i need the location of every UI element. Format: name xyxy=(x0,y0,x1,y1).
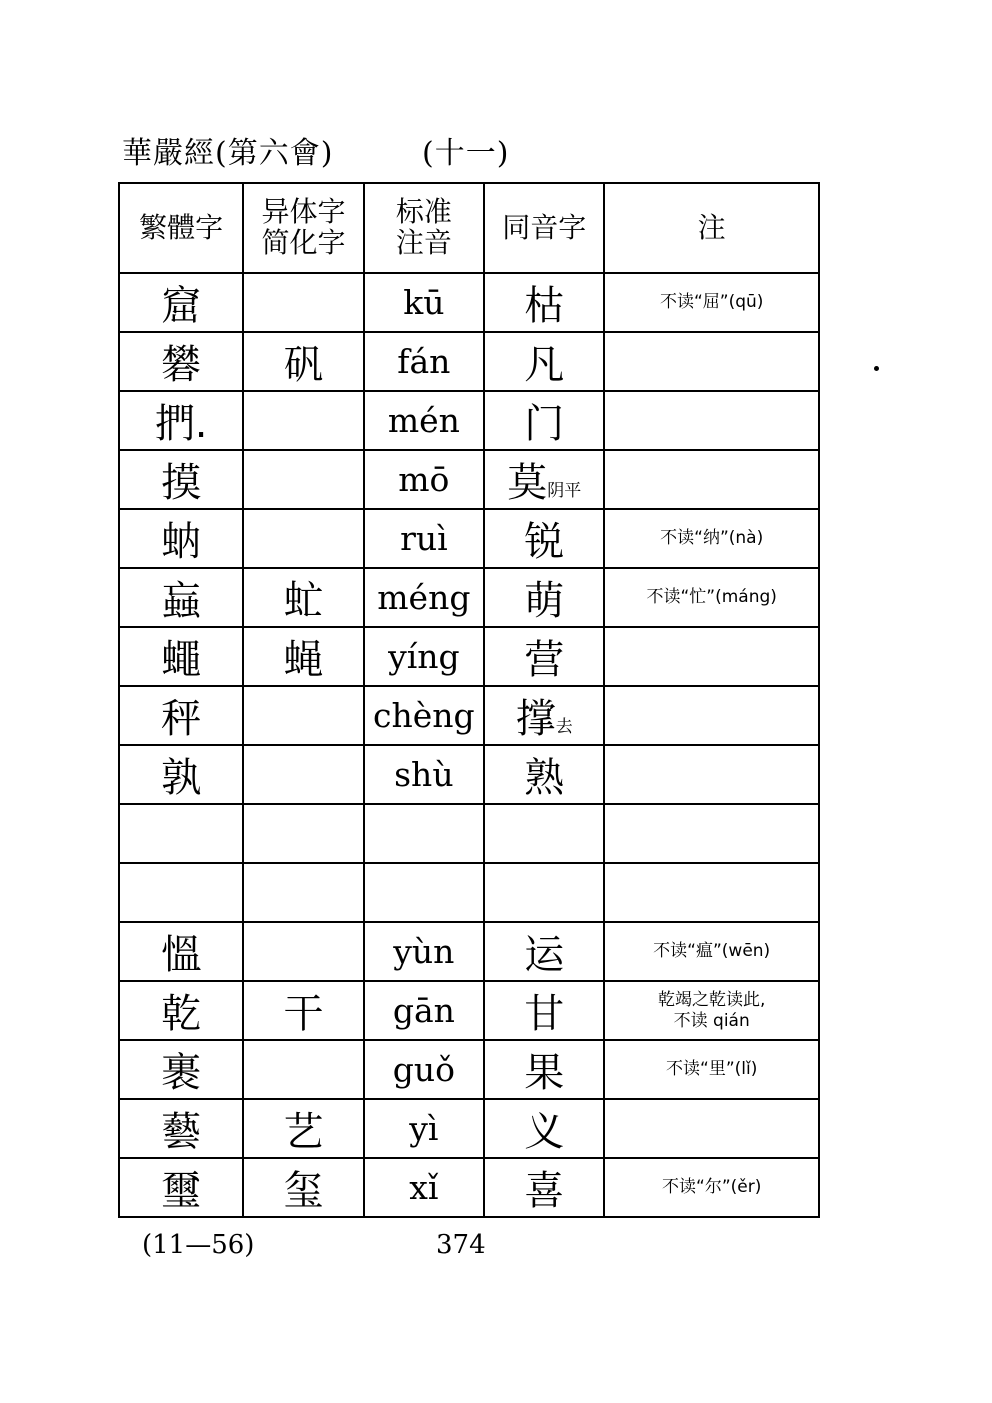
pinyin-cell: chèng xyxy=(364,686,484,745)
sutra-title: 華嚴經(第六會) xyxy=(122,136,334,171)
note-cell xyxy=(604,450,819,509)
homophone-char: 喜 xyxy=(524,1168,565,1214)
note-cell xyxy=(604,863,819,922)
note-cell: 不读“里”(lǐ) xyxy=(604,1040,819,1099)
homophone-char: 义 xyxy=(524,1109,565,1155)
pinyin-cell: fán xyxy=(364,332,484,391)
traditional-char-cell: 秤 xyxy=(119,686,243,745)
header-traditional: 繁體字 xyxy=(119,183,243,273)
homophone-cell xyxy=(484,863,604,922)
note-cell xyxy=(604,745,819,804)
homophone-cell xyxy=(484,981,604,1040)
variant-char-cell xyxy=(243,804,363,863)
pronunciation-table xyxy=(118,182,820,1218)
table-row xyxy=(119,332,819,391)
variant-char-cell xyxy=(243,686,363,745)
homophone-char: 锐 xyxy=(524,519,565,565)
homophone-char: 营 xyxy=(524,637,565,683)
note-cell: 不读“尔”(ěr) xyxy=(604,1158,819,1217)
variant-char-cell xyxy=(243,863,363,922)
header-variant: 异体字 简化字 xyxy=(243,183,363,273)
variant-char-cell xyxy=(243,450,363,509)
tone-label: 阴平 xyxy=(547,481,582,501)
table-row xyxy=(119,391,819,450)
note-cell: 不读“屈”(qū) xyxy=(604,273,819,332)
homophone-char: 熟 xyxy=(524,755,565,801)
pinyin-cell: yì xyxy=(364,1099,484,1158)
table-row xyxy=(119,981,819,1040)
traditional-char-cell: 乾 xyxy=(119,981,243,1040)
homophone-cell xyxy=(484,1158,604,1217)
table-row xyxy=(119,273,819,332)
pinyin-cell: méng xyxy=(364,568,484,627)
section-number: (十一) xyxy=(422,136,510,171)
note-cell xyxy=(604,686,819,745)
pinyin-cell: yùn xyxy=(364,922,484,981)
note-cell: 不读“忙”(máng) xyxy=(604,568,819,627)
volume-code: (11—56) xyxy=(142,1230,255,1260)
page-number: 374 xyxy=(436,1230,486,1260)
tone-label: 去 xyxy=(555,717,573,737)
traditional-char-cell: 蠅 xyxy=(119,627,243,686)
note-cell xyxy=(604,391,819,450)
homophone-char: 莫 xyxy=(507,460,548,506)
note-cell xyxy=(604,627,819,686)
ink-speck xyxy=(874,366,879,371)
note-cell: 乾竭之乾读此, 不读 qián xyxy=(604,981,819,1040)
header-homophone: 同音字 xyxy=(484,183,604,273)
traditional-char-cell: 蚋 xyxy=(119,509,243,568)
pinyin-cell xyxy=(364,863,484,922)
variant-char-cell xyxy=(243,391,363,450)
homophone-cell xyxy=(484,1040,604,1099)
traditional-char-cell: 窟 xyxy=(119,273,243,332)
traditional-char-cell: 藝 xyxy=(119,1099,243,1158)
homophone-char: 撑 xyxy=(515,696,556,742)
pinyin-cell xyxy=(364,804,484,863)
table-row xyxy=(119,745,819,804)
homophone-cell xyxy=(484,745,604,804)
pinyin-cell: mō xyxy=(364,450,484,509)
homophone-cell xyxy=(484,332,604,391)
table-row xyxy=(119,450,819,509)
table-row xyxy=(119,627,819,686)
pinyin-cell: yíng xyxy=(364,627,484,686)
homophone-cell xyxy=(484,922,604,981)
table-header-row xyxy=(119,183,819,273)
homophone-char: 门 xyxy=(524,401,565,447)
homophone-char: 甘 xyxy=(524,991,565,1037)
table-row xyxy=(119,804,819,863)
homophone-cell xyxy=(484,804,604,863)
homophone-cell xyxy=(484,391,604,450)
homophone-cell xyxy=(484,568,604,627)
page-title xyxy=(122,128,510,172)
variant-char-cell: 蝇 xyxy=(243,627,363,686)
homophone-char: 枯 xyxy=(524,283,565,329)
traditional-char-cell: 璽 xyxy=(119,1158,243,1217)
homophone-cell xyxy=(484,1099,604,1158)
traditional-char-cell: 蝱 xyxy=(119,568,243,627)
pinyin-cell: shù xyxy=(364,745,484,804)
pinyin-cell: guǒ xyxy=(364,1040,484,1099)
table-row xyxy=(119,1099,819,1158)
variant-char-cell xyxy=(243,273,363,332)
header-note: 注 xyxy=(604,183,819,273)
table-row xyxy=(119,922,819,981)
variant-char-cell xyxy=(243,922,363,981)
homophone-char: 运 xyxy=(524,932,565,978)
pinyin-cell: mén xyxy=(364,391,484,450)
traditional-char-cell xyxy=(119,804,243,863)
homophone-cell xyxy=(484,509,604,568)
traditional-char-cell: 慍 xyxy=(119,922,243,981)
pinyin-cell: xǐ xyxy=(364,1158,484,1217)
pinyin-cell: gān xyxy=(364,981,484,1040)
traditional-char-cell: 礬 xyxy=(119,332,243,391)
traditional-char-cell: 孰 xyxy=(119,745,243,804)
variant-char-cell xyxy=(243,745,363,804)
note-cell: 不读“纳”(nà) xyxy=(604,509,819,568)
variant-char-cell: 虻 xyxy=(243,568,363,627)
homophone-char: 萌 xyxy=(524,578,565,624)
variant-char-cell: 玺 xyxy=(243,1158,363,1217)
table-row xyxy=(119,1158,819,1217)
table-row xyxy=(119,568,819,627)
variant-char-cell: 干 xyxy=(243,981,363,1040)
homophone-char: 果 xyxy=(524,1050,565,1096)
traditional-char-cell: 摸 xyxy=(119,450,243,509)
homophone-char: 凡 xyxy=(524,342,565,388)
note-cell xyxy=(604,804,819,863)
homophone-cell xyxy=(484,686,604,745)
traditional-char-cell xyxy=(119,863,243,922)
note-cell xyxy=(604,1099,819,1158)
pinyin-cell: kū xyxy=(364,273,484,332)
homophone-cell xyxy=(484,450,604,509)
header-pinyin: 标准 注音 xyxy=(364,183,484,273)
pinyin-cell: ruì xyxy=(364,509,484,568)
variant-char-cell xyxy=(243,509,363,568)
variant-char-cell: 艺 xyxy=(243,1099,363,1158)
traditional-char-cell: 捫. xyxy=(119,391,243,450)
table-row xyxy=(119,1040,819,1099)
homophone-cell xyxy=(484,273,604,332)
traditional-char-cell: 裹 xyxy=(119,1040,243,1099)
table-row xyxy=(119,686,819,745)
variant-char-cell: 矾 xyxy=(243,332,363,391)
variant-char-cell xyxy=(243,1040,363,1099)
table-row xyxy=(119,863,819,922)
homophone-cell xyxy=(484,627,604,686)
note-cell: 不读“瘟”(wēn) xyxy=(604,922,819,981)
table-row xyxy=(119,509,819,568)
note-cell xyxy=(604,332,819,391)
